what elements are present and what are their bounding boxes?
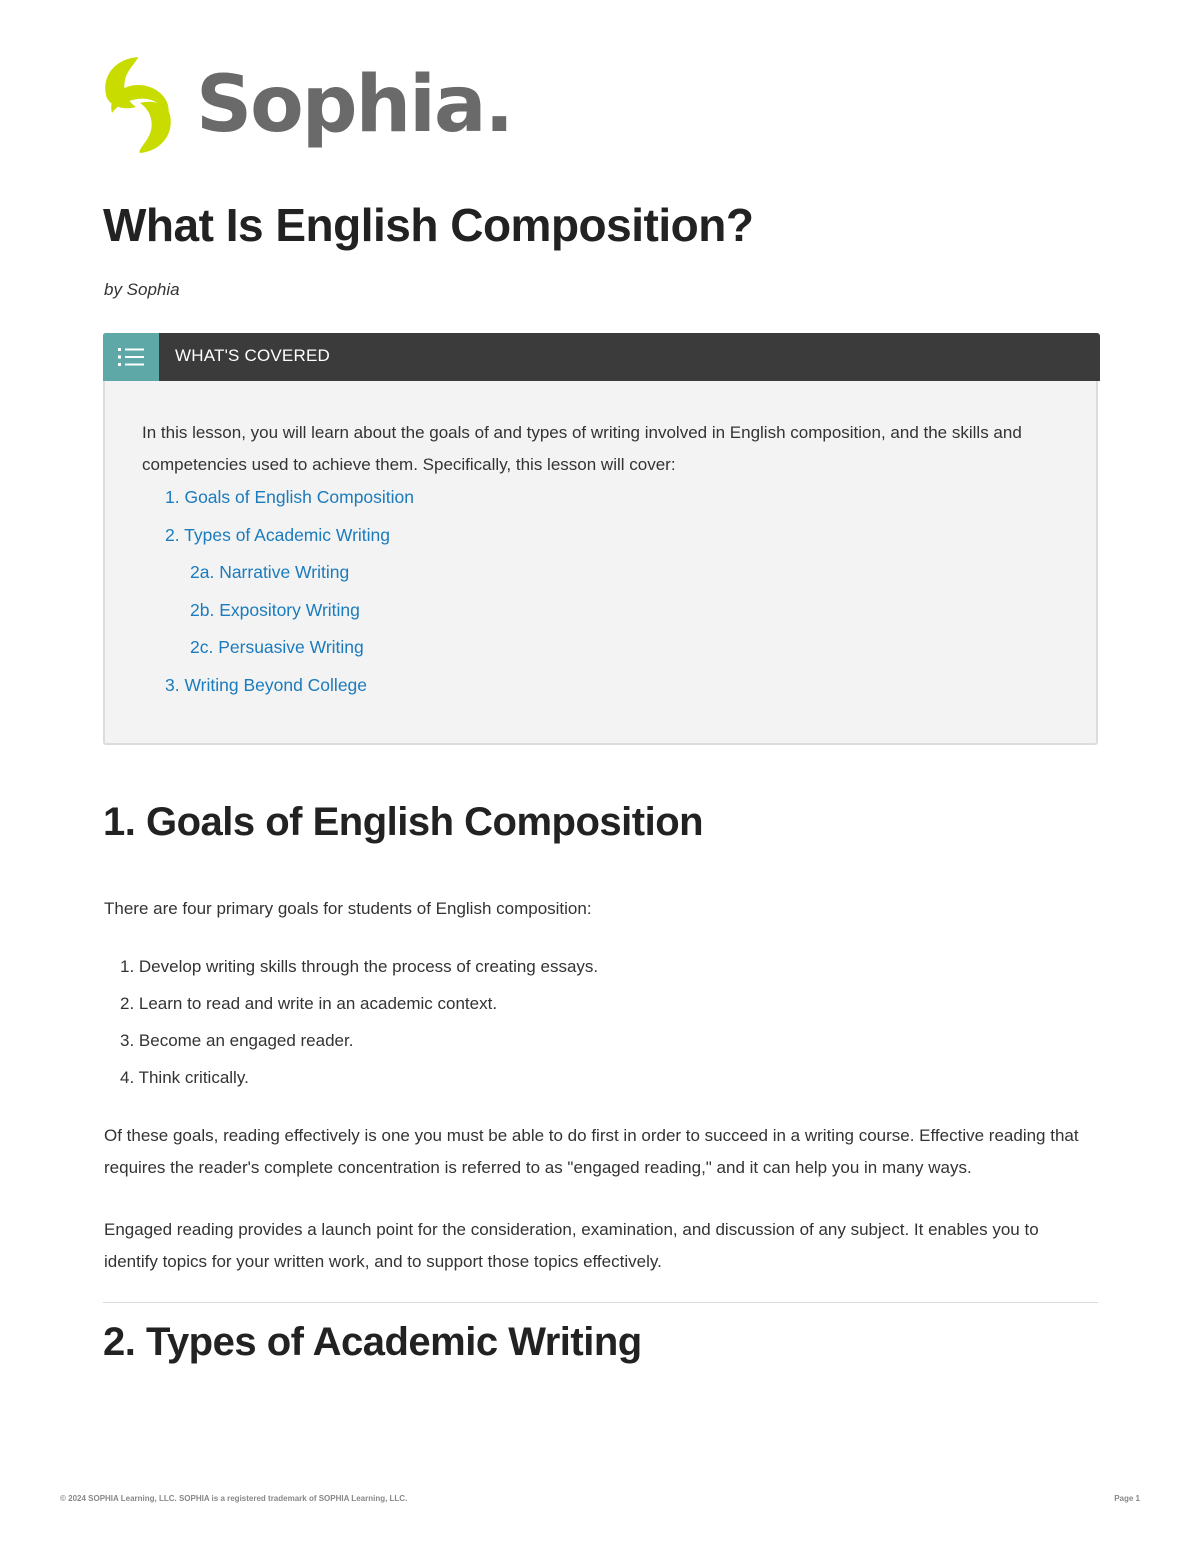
goals-list [120, 953, 598, 1101]
whats-covered-header [103, 333, 1100, 381]
page-title: What Is English Composition? [103, 199, 754, 251]
whats-covered-label: WHAT'S COVERED [175, 346, 330, 365]
whats-covered-box [103, 333, 1098, 745]
section-divider [103, 1302, 1098, 1303]
footer-copyright: © 2024 SOPHIA Learning, LLC. SOPHIA is a registered trademark of SOPHIA Learning, LLC. [60, 1494, 408, 1503]
toc-link[interactable]: 2a. Narrative Writing [190, 562, 350, 582]
toc-link[interactable]: 3. Writing Beyond College [165, 674, 368, 695]
toc-link[interactable]: 2. Types of Academic Writing [165, 524, 391, 545]
list-item: 3. Become an engaged reader. [120, 1031, 354, 1050]
section-heading: 2. Types of Academic Writing [103, 1320, 642, 1364]
toc-link[interactable]: 1. Goals of English Composition [165, 487, 415, 507]
list-item: 4. Think critically. [120, 1068, 249, 1087]
toc-link[interactable]: 2c. Persuasive Writing [190, 637, 364, 657]
toc-list [165, 487, 414, 712]
toc-link[interactable]: 2b. Expository Writing [190, 599, 360, 620]
sophia-logo [102, 55, 512, 155]
sophia-swirl-icon [102, 55, 174, 155]
list-icon [103, 333, 159, 381]
brand-dot: . [484, 60, 513, 150]
body-paragraph: Of these goals, reading effectively is one you must be able to do first in order to succeed in a writing course. Effective reading that requires the reader's complete concentration is referred to as "engaged reading," and it can help you in many ways. [104, 1126, 1079, 1177]
list-item: 1. Develop writing skills through the process of creating essays. [120, 957, 599, 976]
section-intro: There are four primary goals for students of English composition: [104, 899, 592, 918]
brand-name: Sophia [196, 60, 485, 150]
byline: by Sophia [104, 280, 180, 299]
footer-page-number: Page 1 [1114, 1494, 1140, 1503]
section-heading: 1. Goals of English Composition [103, 800, 704, 844]
body-paragraph: Engaged reading provides a launch point for the consideration, examination, and discussion of any subject. It enables you to identify topics for your written work, and to support those topics effectively. [104, 1220, 1039, 1271]
whats-covered-intro: In this lesson, you will learn about the goals of and types of writing involved in English composition, and the skills and competencies used to achieve them. Specifically, this lesson will cover: [142, 423, 1022, 474]
list-item: 2. Learn to read and write in an academic context. [120, 994, 498, 1013]
